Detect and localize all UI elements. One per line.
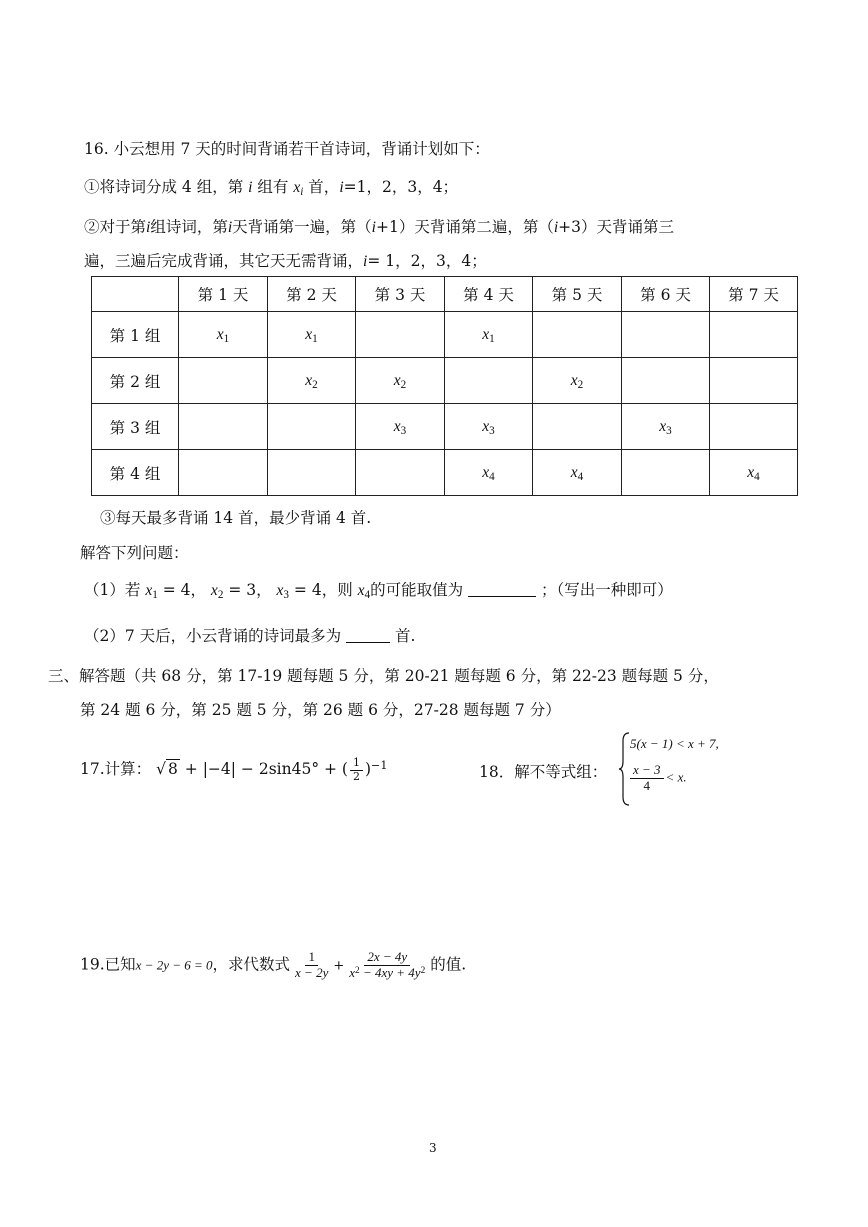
table-cell xyxy=(356,312,445,358)
table-corner-cell xyxy=(92,277,179,312)
table-cell xyxy=(356,404,445,450)
cell-variable: $x_2$ xyxy=(393,372,407,392)
q18-label: 18．解不等式组： xyxy=(479,763,608,781)
cell-variable: $x_1$ xyxy=(305,326,318,346)
answer-blank-1[interactable] xyxy=(468,581,536,598)
cell-variable: $x_4$ xyxy=(570,464,584,484)
table-header-day: 第 2 天 xyxy=(268,277,356,312)
cell-variable: $x_2$ xyxy=(570,372,584,392)
q16-answer-prompt: 解答下列问题： xyxy=(80,544,189,562)
table-cell xyxy=(622,312,710,358)
table-cell xyxy=(179,358,268,404)
table-cell xyxy=(533,358,622,404)
table-header-day: 第 1 天 xyxy=(179,277,268,312)
q18-ineq2: $\frac{x - 3}{4}$ < x. xyxy=(628,763,687,794)
table-cell xyxy=(445,404,533,450)
table-cell xyxy=(268,358,356,404)
table-cell xyxy=(445,358,533,404)
table-cell xyxy=(533,312,622,358)
table-cell xyxy=(356,450,445,496)
table-cell xyxy=(268,404,356,450)
q16-intro: 16. 小云想用 7 天的时间背诵若干首诗词，背诵计划如下： xyxy=(84,140,490,158)
q16-part1: （1）若 $x_1 = 4$， $x_2 = 3$， $x_3 = 4$，则 $x_4$的可能取值为 ；（写出一种即可） xyxy=(84,581,673,602)
table-cell xyxy=(533,404,622,450)
table-header-day: 第 6 天 xyxy=(622,277,710,312)
table-cell xyxy=(179,312,268,358)
recitation-plan-table xyxy=(91,276,798,496)
cell-variable: $x_3$ xyxy=(482,418,495,438)
q17: 17.计算： √ 8 + |−4| − 2sin45° + ( $\frac{1}{2}$ )$^{-1}$ xyxy=(80,756,388,783)
q19: 19.已知x − 2y − 6 = 0，求代数式 $\frac{1}{x - 2y}$ + $\frac{2x - 4y}{x^2 - 4xy + 4y^2}$ 的值. xyxy=(80,949,467,980)
table-header-row xyxy=(92,277,798,312)
q18-ineq1: 5(x − 1) < x + 7, xyxy=(630,736,719,751)
answer-blank-2[interactable] xyxy=(346,627,390,644)
cell-variable: $x_1$ xyxy=(216,326,230,346)
table-row xyxy=(92,450,798,496)
table-cell xyxy=(268,312,356,358)
q16-part2: （2）7 天后，小云背诵的诗词最多为 首. xyxy=(84,627,416,645)
table-cell xyxy=(710,450,798,496)
cell-variable: $x_3$ xyxy=(393,418,407,438)
table-row xyxy=(92,358,798,404)
table-cell xyxy=(268,450,356,496)
section3-line2: 第 24 题 6 分，第 25 题 5 分，第 26 题 6 分，27-28 题每题 7 分） xyxy=(80,701,561,719)
table-header-day: 第 7 天 xyxy=(710,277,798,312)
table-cell xyxy=(356,358,445,404)
table-group-label: 第 3 组 xyxy=(92,404,179,450)
page-number: 3 xyxy=(429,1141,437,1155)
cell-variable: $x_3$ xyxy=(659,418,672,438)
table-cell xyxy=(179,404,268,450)
table-group-label: 第 1 组 xyxy=(92,312,179,358)
cell-variable: $x_1$ xyxy=(482,326,495,346)
table-header-day: 第 3 天 xyxy=(356,277,445,312)
q16-rule1: ①将诗词分成 4 组，第 i 组有 $x_i$ 首，i=1，2，3，4； xyxy=(84,178,459,199)
table-row xyxy=(92,312,798,358)
table-cell xyxy=(622,358,710,404)
sqrt-symbol: √ xyxy=(156,760,166,779)
table-cell xyxy=(179,450,268,496)
table-group-label: 第 2 组 xyxy=(92,358,179,404)
section3-line1: 三、解答题（共 68 分，第 17-19 题每题 5 分，第 20-21 题每题 6 分，第 22-23 题每题 5 分， xyxy=(48,667,719,685)
table-cell xyxy=(710,358,798,404)
table-cell xyxy=(710,404,798,450)
cell-variable: $x_4$ xyxy=(747,464,760,484)
table-header-day: 第 5 天 xyxy=(533,277,622,312)
table-cell xyxy=(710,312,798,358)
table-header-day: 第 4 天 xyxy=(445,277,533,312)
cell-variable: $x_2$ xyxy=(305,372,318,392)
table-group-label: 第 4 组 xyxy=(92,450,179,496)
table-cell xyxy=(445,312,533,358)
table-cell xyxy=(533,450,622,496)
table-cell xyxy=(622,404,710,450)
q16-rule2-line2: 遍，三遍后完成背诵，其它天无需背诵，i= 1，2，3，4； xyxy=(84,252,487,270)
table-cell xyxy=(622,450,710,496)
q16-rule3: ③每天最多背诵 14 首，最少背诵 4 首. xyxy=(100,509,372,527)
table-cell xyxy=(445,450,533,496)
table-row xyxy=(92,404,798,450)
cell-variable: $x_4$ xyxy=(482,464,495,484)
q16-rule2-line1: ②对于第i组诗词，第i天背诵第一遍，第（i+1）天背诵第二遍，第（i+3）天背诵第三 xyxy=(84,218,675,236)
